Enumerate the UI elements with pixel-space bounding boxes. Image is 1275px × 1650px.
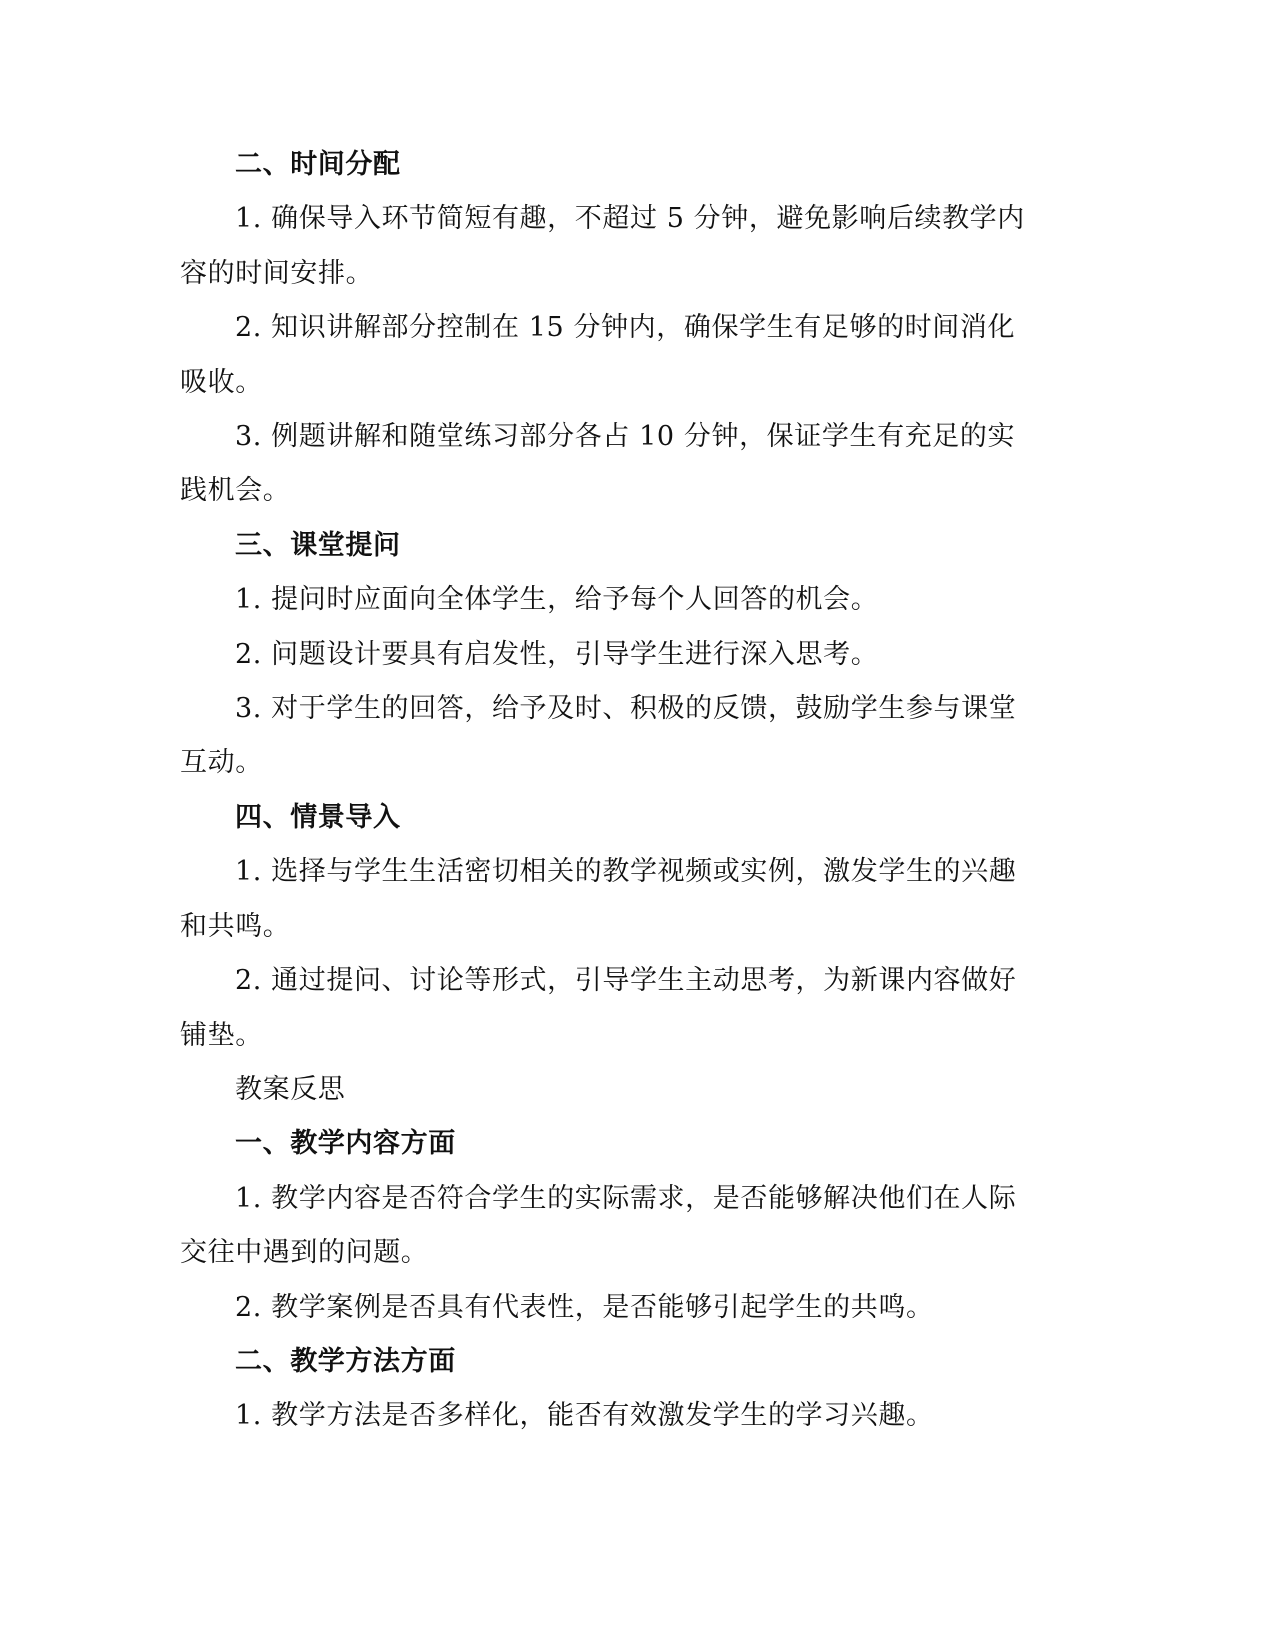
paragraph-line: 和共鸣。 [180, 910, 291, 942]
paragraph-line: 1. 确保导入环节简短有趣，不超过 5 分钟，避免影响后续教学内 [235, 203, 1025, 235]
paragraph-line: 1. 教学内容是否符合学生的实际需求，是否能够解决他们在人际 [235, 1182, 1017, 1214]
paragraph-line: 践机会。 [180, 475, 291, 507]
paragraph-line: 2. 问题设计要具有启发性，引导学生进行深入思考。 [235, 638, 879, 670]
section-heading-classroom-questions: 三、课堂提问 [235, 529, 401, 561]
document-body [180, 138, 1028, 1444]
paragraph-line: 3. 例题讲解和随堂练习部分各占 10 分钟，保证学生有充足的实 [235, 421, 1016, 453]
subtitle-lesson-reflection: 教案反思 [235, 1073, 346, 1105]
section-heading-time-allocation: 二、时间分配 [235, 149, 401, 180]
paragraph-line: 1. 选择与学生生活密切相关的教学视频或实例，激发学生的兴趣 [235, 856, 1017, 888]
paragraph-line: 铺垫。 [180, 1019, 263, 1051]
paragraph-line: 2. 教学案例是否具有代表性，是否能够引起学生的共鸣。 [235, 1291, 934, 1323]
paragraph-line: 2. 知识讲解部分控制在 15 分钟内，确保学生有足够的时间消化 [235, 312, 1016, 344]
section-heading-teaching-methods: 二、教学方法方面 [235, 1345, 456, 1377]
paragraph-line: 吸收。 [180, 366, 263, 398]
paragraph-line: 交往中遇到的问题。 [180, 1237, 429, 1269]
paragraph-line: 3. 对于学生的回答，给予及时、积极的反馈，鼓励学生参与课堂 [235, 693, 1017, 725]
section-heading-scenario-intro: 四、情景导入 [235, 801, 401, 833]
section-heading-teaching-content: 一、教学内容方面 [235, 1128, 456, 1160]
paragraph-line: 2. 通过提问、讨论等形式，引导学生主动思考，为新课内容做好 [235, 965, 1017, 997]
paragraph-line: 容的时间安排。 [180, 257, 374, 289]
paragraph-line: 1. 教学方法是否多样化，能否有效激发学生的学习兴趣。 [235, 1400, 934, 1432]
paragraph-line: 1. 提问时应面向全体学生，给予每个人回答的机会。 [235, 584, 879, 616]
paragraph-line: 互动。 [180, 747, 263, 779]
